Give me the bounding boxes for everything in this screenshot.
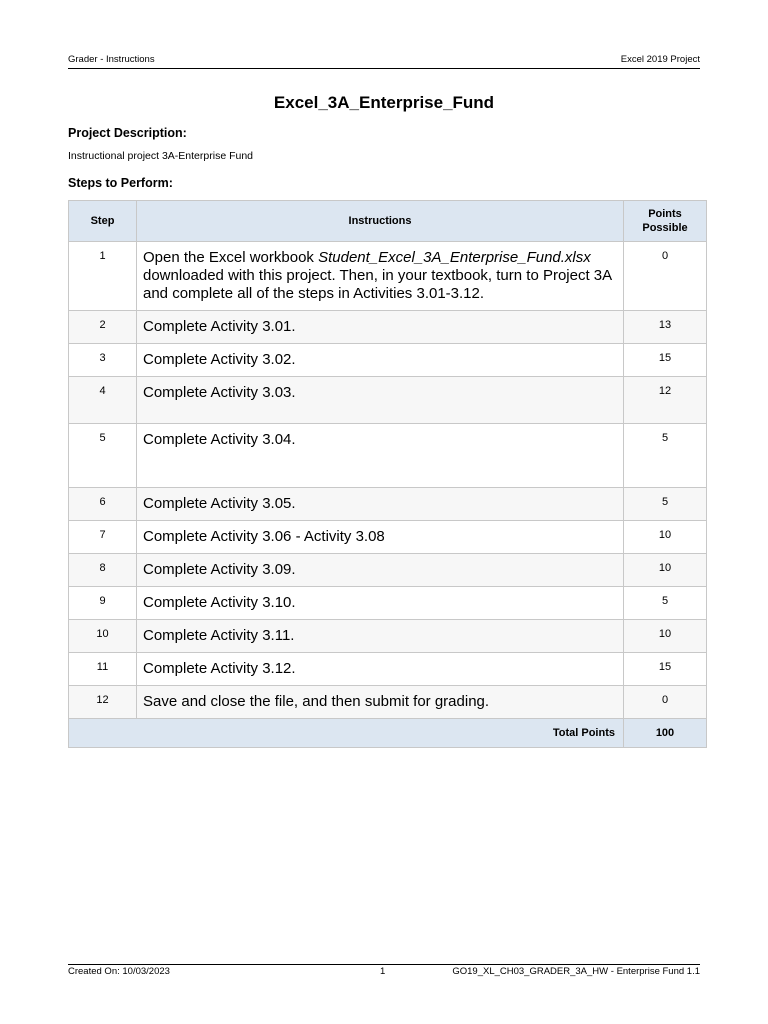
instruction-cell: Complete Activity 3.02. bbox=[137, 344, 624, 377]
step-number: 4 bbox=[69, 377, 137, 424]
header-instructions: Instructions bbox=[137, 201, 624, 242]
project-description-text: Instructional project 3A-Enterprise Fund bbox=[68, 150, 254, 162]
points-possible: 13 bbox=[624, 311, 707, 344]
table-row bbox=[69, 521, 707, 554]
instruction-cell: Save and close the file, and then submit for grading. bbox=[137, 686, 624, 719]
table-row bbox=[69, 620, 707, 653]
step-number: 1 bbox=[69, 242, 137, 311]
points-possible: 10 bbox=[624, 554, 707, 587]
points-possible: 12 bbox=[624, 377, 707, 424]
table-row bbox=[69, 587, 707, 620]
points-possible: 0 bbox=[624, 242, 707, 311]
instruction-cell: Complete Activity 3.01. bbox=[137, 311, 624, 344]
header-right-text: Excel 2019 Project bbox=[620, 54, 700, 65]
instruction-cell bbox=[137, 242, 624, 311]
header-step: Step bbox=[69, 201, 137, 242]
points-possible: 5 bbox=[624, 488, 707, 521]
instruction-cell: Complete Activity 3.03. bbox=[137, 377, 624, 424]
total-row bbox=[69, 719, 707, 748]
instruction-cell: Complete Activity 3.09. bbox=[137, 554, 624, 587]
header-points-line2: Possible bbox=[642, 222, 688, 234]
document-title: Excel_3A_Enterprise_Fund bbox=[273, 93, 495, 112]
instruction-cell: Complete Activity 3.06 - Activity 3.08 bbox=[137, 521, 624, 554]
table-row bbox=[69, 653, 707, 686]
step-number: 6 bbox=[69, 488, 137, 521]
project-description-label: Project Description: bbox=[68, 126, 187, 140]
points-possible: 5 bbox=[624, 587, 707, 620]
points-possible: 15 bbox=[624, 653, 707, 686]
header-points-possible bbox=[624, 201, 707, 242]
instruction-cell: Complete Activity 3.12. bbox=[137, 653, 624, 686]
step-number: 12 bbox=[69, 686, 137, 719]
steps-table bbox=[68, 200, 707, 748]
instruction-text-after: downloaded with this project. Then, in your textbook, turn to Project 3A and complete all of the steps in Activities 3.01-3.12. bbox=[143, 267, 612, 302]
header-left-text: Grader - Instructions bbox=[68, 54, 155, 65]
instruction-cell: Complete Activity 3.10. bbox=[137, 587, 624, 620]
header-points-line1: Points bbox=[648, 208, 682, 220]
step-number: 8 bbox=[69, 554, 137, 587]
footer-page-number: 1 bbox=[380, 966, 386, 977]
step-number: 3 bbox=[69, 344, 137, 377]
points-possible: 10 bbox=[624, 521, 707, 554]
table-row bbox=[69, 242, 707, 311]
table-row bbox=[69, 377, 707, 424]
total-points-value: 100 bbox=[624, 719, 707, 748]
step-number: 11 bbox=[69, 653, 137, 686]
points-possible: 15 bbox=[624, 344, 707, 377]
step-number: 10 bbox=[69, 620, 137, 653]
steps-label: Steps to Perform: bbox=[68, 176, 173, 190]
table-header-row bbox=[69, 201, 707, 242]
page-header bbox=[68, 54, 700, 69]
step-number: 2 bbox=[69, 311, 137, 344]
instruction-filename: Student_Excel_3A_Enterprise_Fund.xlsx bbox=[318, 249, 591, 266]
page-footer bbox=[68, 964, 700, 980]
step-number: 9 bbox=[69, 587, 137, 620]
instruction-cell: Complete Activity 3.11. bbox=[137, 620, 624, 653]
table-row bbox=[69, 311, 707, 344]
table-row bbox=[69, 344, 707, 377]
points-possible: 0 bbox=[624, 686, 707, 719]
instruction-cell: Complete Activity 3.04. bbox=[137, 424, 624, 488]
table-row bbox=[69, 488, 707, 521]
points-possible: 5 bbox=[624, 424, 707, 488]
total-points-label: Total Points bbox=[69, 719, 624, 748]
table-row bbox=[69, 554, 707, 587]
step-number: 7 bbox=[69, 521, 137, 554]
instruction-text-before: Open the Excel workbook bbox=[143, 249, 319, 266]
footer-document-id: GO19_XL_CH03_GRADER_3A_HW - Enterprise Fund 1.1 bbox=[452, 966, 700, 977]
table-row bbox=[69, 424, 707, 488]
instruction-cell: Complete Activity 3.05. bbox=[137, 488, 624, 521]
footer-created-on: Created On: 10/03/2023 bbox=[68, 966, 170, 977]
points-possible: 10 bbox=[624, 620, 707, 653]
table-row bbox=[69, 686, 707, 719]
step-number: 5 bbox=[69, 424, 137, 488]
